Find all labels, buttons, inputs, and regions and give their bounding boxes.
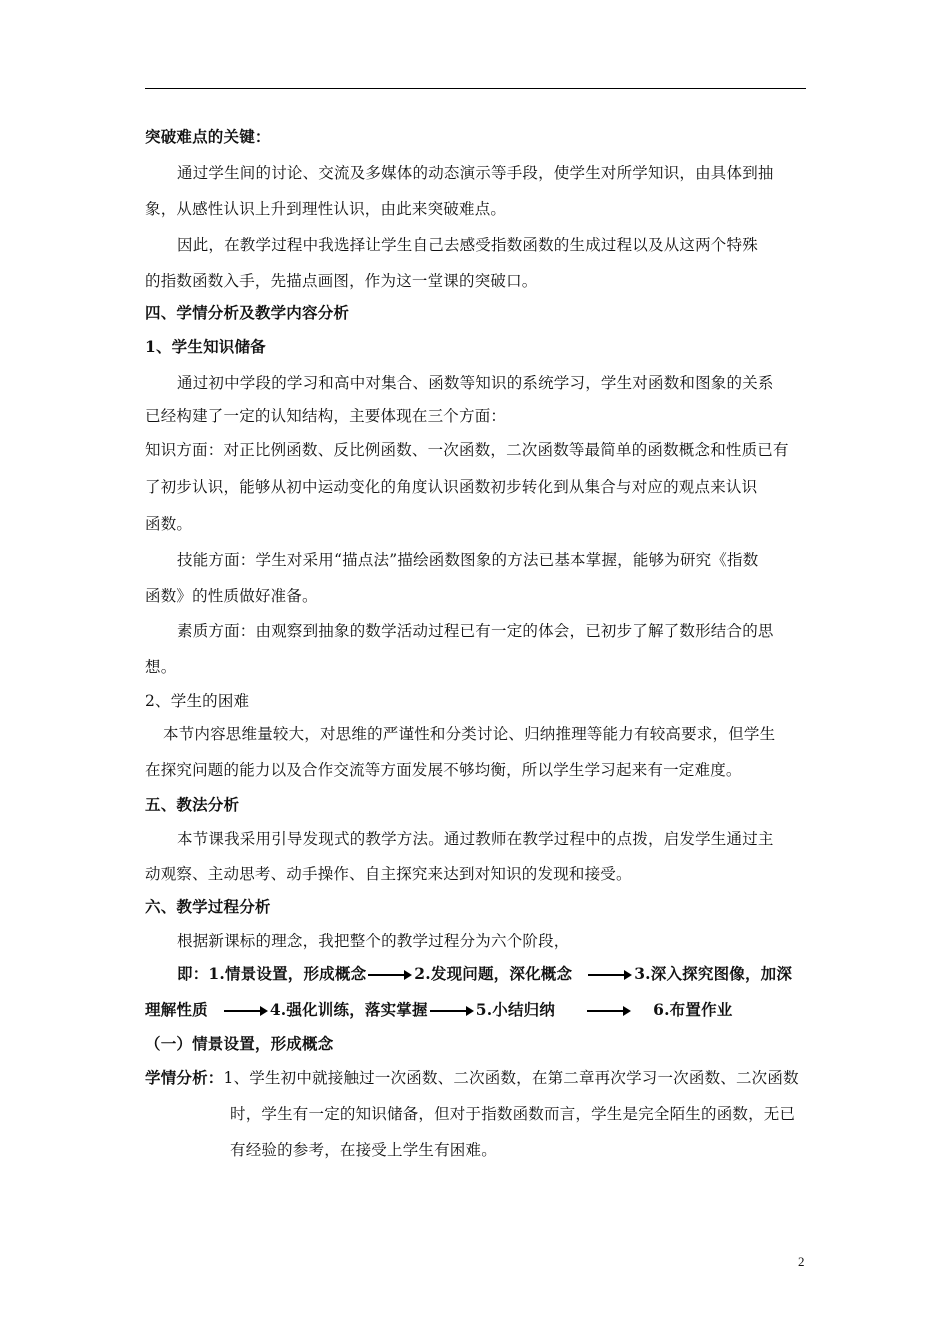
subheading-knowledge: 1、学生知识储备 <box>145 337 266 356</box>
analysis-text: 1、学生初中就接触过一次函数、二次函数，在第二章再次学习一次函数、二次函数 <box>223 1069 799 1087</box>
analysis-line <box>145 1068 810 1088</box>
stage-5: 5.小结归纳 <box>475 1000 556 1019</box>
paragraph-line: 想。 <box>145 658 177 676</box>
arrow-icon <box>430 1006 474 1016</box>
paragraph-line: 动观察、主动思考、动手操作、自主探究来达到对知识的发现和接受。 <box>145 865 632 883</box>
analysis-label: 学情分析： <box>145 1068 224 1087</box>
paragraph-line: 本节课我采用引导发现式的教学方法。通过教师在教学过程中的点拨，启发学生通过主 <box>177 830 774 848</box>
section-heading-6: 六、教学过程分析 <box>145 897 271 916</box>
page-number: 2 <box>798 1254 805 1269</box>
stage-3: 3.深入探究图像，加深 <box>634 964 793 983</box>
paragraph-line: 在探究问题的能力以及合作交流等方面发展不够均衡，所以学生学习起来有一定难度。 <box>145 761 742 779</box>
paragraph-line: 知识方面：对正比例函数、反比例函数、一次函数，二次函数等最简单的函数概念和性质已有 <box>145 441 789 459</box>
paragraph-line: 函数。 <box>145 515 193 533</box>
paragraph-line: 通过学生间的讨论、交流及多媒体的动态演示等手段，使学生对所学知识，由具体到抽 <box>177 164 774 182</box>
stage-3-cont: 理解性质 <box>145 1000 208 1019</box>
paragraph-line: 函数》的性质做好准备。 <box>145 587 318 605</box>
paragraph-line: 素质方面：由观察到抽象的数学活动过程已有一定的体会，已初步了解了数形结合的思 <box>177 622 774 640</box>
paragraph-line: 根据新课标的理念，我把整个的教学过程分为六个阶段， <box>177 932 570 950</box>
header-rule <box>145 88 806 89</box>
stage-2: 2.发现问题，深化概念 <box>414 964 573 983</box>
arrow-icon <box>588 970 632 980</box>
subheading-difficulty: 2、学生的困难 <box>145 692 250 710</box>
section-heading-4: 四、学情分析及教学内容分析 <box>145 303 350 322</box>
paragraph-line: 的指数函数入手，先描点画图，作为这一堂课的突破口。 <box>145 272 538 290</box>
arrow-icon <box>224 1006 268 1016</box>
paragraph-line: 本节内容思维量较大，对思维的严谨性和分类讨论、归纳推理等能力有较高要求，但学生 <box>163 725 776 743</box>
heading-key-difficulty: 突破难点的关键： <box>145 127 271 146</box>
stage-1: 即：1.情景设置，形成概念 <box>177 964 367 983</box>
paragraph-line: 因此，在教学过程中我选择让学生自己去感受指数函数的生成过程以及从这两个特殊 <box>177 236 758 254</box>
arrow-icon <box>368 970 412 980</box>
paragraph-line: 有经验的参考，在接受上学生有困难。 <box>230 1141 497 1159</box>
paragraph-line: 已经构建了一定的认知结构，主要体现在三个方面： <box>145 407 507 425</box>
arrow-icon <box>587 1006 631 1016</box>
paragraph-line: 象，从感性认识上升到理性认识，由此来突破难点。 <box>145 200 507 218</box>
paragraph-line: 通过初中学段的学习和高中对集合、函数等知识的系统学习，学生对函数和图象的关系 <box>177 374 774 392</box>
paragraph-line: 技能方面：学生对采用“描点法”描绘函数图象的方法已基本掌握，能够为研究《指数 <box>177 551 759 569</box>
paragraph-line: 了初步认识，能够从初中运动变化的角度认识函数初步转化到从集合与对应的观点来认识 <box>145 478 758 496</box>
subsection-heading-1: （一）情景设置，形成概念 <box>145 1034 334 1053</box>
paragraph-line: 时，学生有一定的知识储备，但对于指数函数而言，学生是完全陌生的函数，无已 <box>230 1105 796 1123</box>
stage-4: 4.强化训练，落实掌握 <box>269 1000 428 1019</box>
stage-6: 6.布置作业 <box>653 1000 733 1019</box>
process-stages-line-1 <box>177 964 842 984</box>
process-stages-line-2 <box>145 1000 810 1020</box>
section-heading-5: 五、教法分析 <box>145 795 240 814</box>
